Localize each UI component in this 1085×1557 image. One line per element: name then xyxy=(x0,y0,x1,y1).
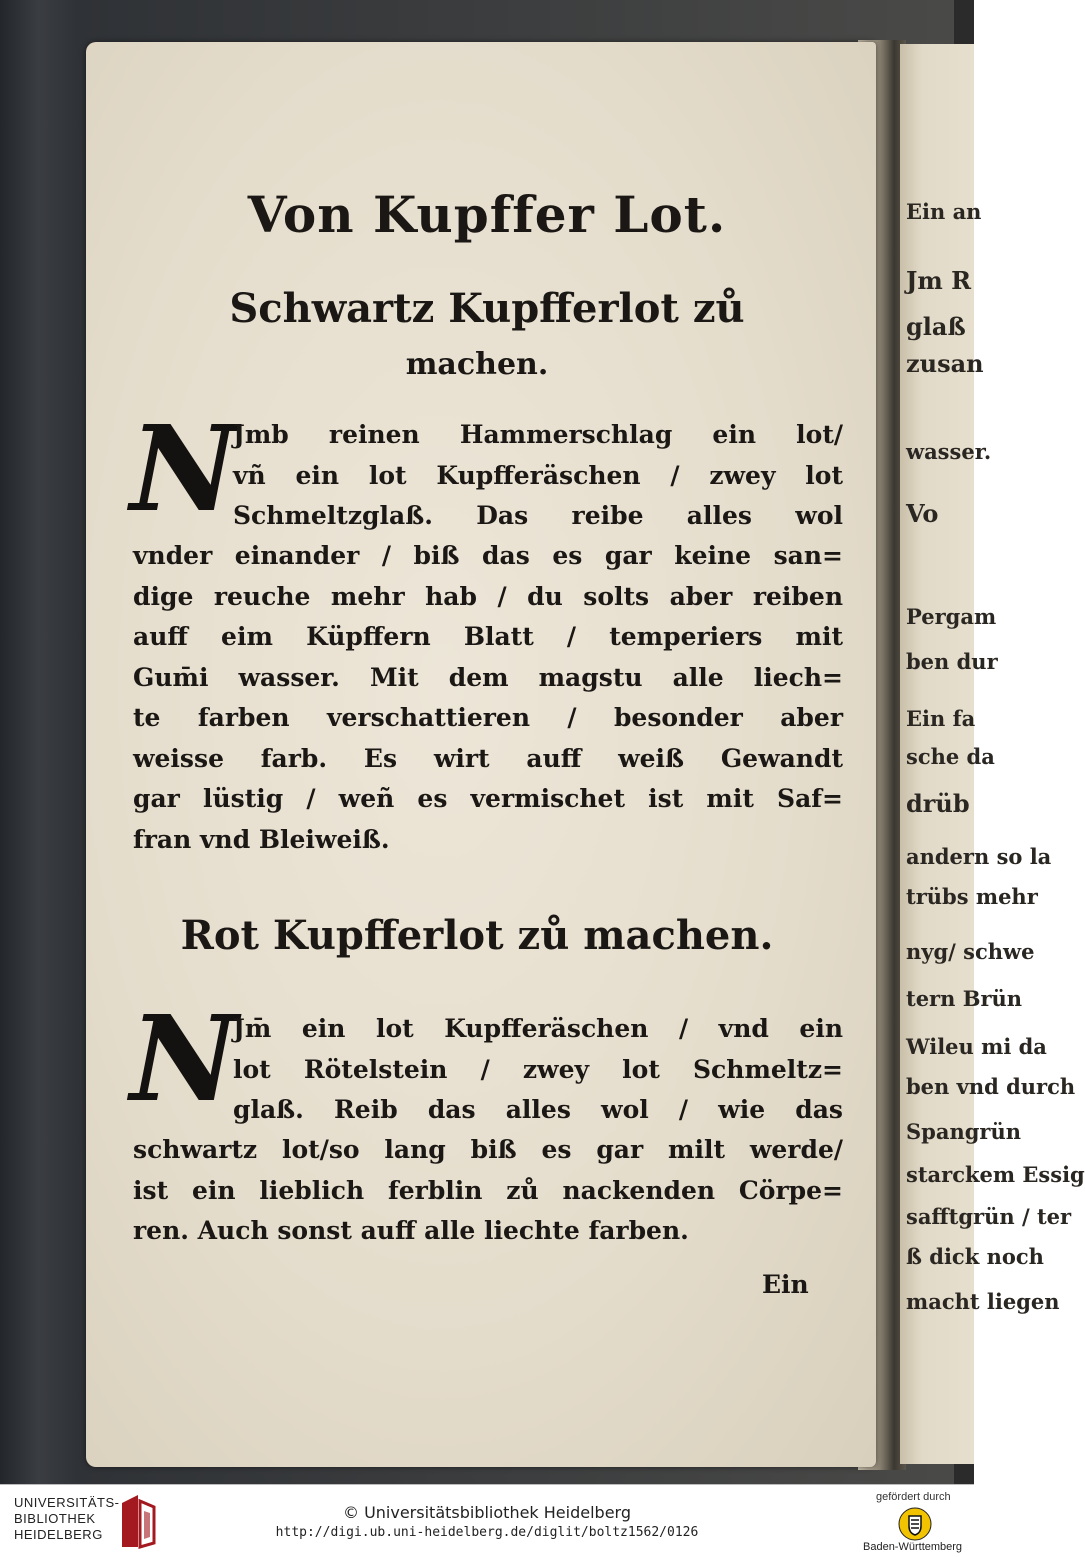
adjacent-page-fragment: ben dur xyxy=(906,649,998,674)
adjacent-page-fragment: wasser. xyxy=(906,439,992,464)
adjacent-page-fragment: Wileu mi da xyxy=(906,1034,1047,1059)
adjacent-page-fragment: Spangrün xyxy=(906,1119,1022,1144)
section-title-1: Schwartz Kupfferlot zů xyxy=(229,285,745,332)
text-line: ist ein lieblich ferblin zů nackenden Cörpe= xyxy=(133,1175,843,1205)
text-line: te farben verschattieren / besonder aber xyxy=(133,703,843,732)
text-line: fran vnd Bleiweiß. xyxy=(133,824,390,854)
text-line: lot Rötelstein / zwey lot Schmeltz= xyxy=(233,1054,843,1084)
adjacent-page-fragment: safftgrün / ter xyxy=(906,1204,1072,1229)
text-line: weisse farb. Es wirt auff weiß Gewandt xyxy=(133,743,843,773)
adjacent-page-fragment: ß dick noch xyxy=(906,1244,1044,1269)
adjacent-page-fragment: glaß xyxy=(906,312,966,341)
adjacent-page-fragment: Ein fa xyxy=(906,706,976,731)
drop-cap-2: N xyxy=(130,989,238,1128)
adjacent-page-fragment: macht liegen xyxy=(906,1289,1060,1314)
text-line: dige reuche mehr hab / du solts aber reiben xyxy=(133,581,843,611)
adjacent-page-fragment: tern Brün xyxy=(906,986,1023,1011)
adjacent-page-fragment: ben vnd durch xyxy=(906,1074,1076,1099)
drop-cap-1: N xyxy=(130,399,238,538)
text-line: Schmeltzglaß. Das reibe alles wol xyxy=(233,501,843,530)
adjacent-page-fragment: nyg/ schwe xyxy=(906,939,1035,964)
section-title-2: Rot Kupfferlot zů machen. xyxy=(180,912,774,959)
text-line: vnder einander / biß das es gar keine san= xyxy=(133,541,843,570)
adjacent-page-fragment: andern so la xyxy=(906,844,1052,869)
adjacent-page-fragment: zusan xyxy=(906,349,984,378)
paragraph-2-indented xyxy=(233,1009,843,1131)
text-line: Jmb reinen Hammerschlag ein lot/ xyxy=(233,420,843,449)
copyright-notice: © Universitätsbibliothek Heidelberg xyxy=(342,1503,631,1522)
adjacent-page xyxy=(900,44,1085,1464)
page-title: Von Kupffer Lot. xyxy=(247,185,727,244)
adjacent-page-fragment: starckem Essig xyxy=(906,1162,1085,1187)
state-seal-icon xyxy=(898,1507,932,1541)
adjacent-page-fragment: Jm R xyxy=(906,266,972,295)
text-line: gar lüstig / weñ es vermischet ist mit Saf= xyxy=(133,784,843,813)
text-line: Jm̄ ein lot Kupfferäschen / vnd ein xyxy=(233,1014,843,1043)
library-name-line: UNIVERSITÄTS- xyxy=(14,1495,120,1510)
footer-bar xyxy=(0,1484,974,1557)
permalink[interactable]: http://digi.ub.uni-heidelberg.de/diglit/boltz1562/0126 xyxy=(275,1525,699,1540)
text-line: ren. Auch sonst auff alle liechte farben. xyxy=(133,1216,689,1245)
catchword: Ein xyxy=(762,1270,809,1299)
adjacent-page-fragment: trübs mehr xyxy=(906,884,1038,909)
text-line: glaß. Reib das alles wol / wie das xyxy=(233,1095,843,1124)
library-name-line: BIBLIOTHEK xyxy=(14,1511,96,1526)
adjacent-page-fragment: Vo xyxy=(906,499,939,528)
adjacent-page-fragment: drüb xyxy=(906,789,970,818)
paragraph-1-body xyxy=(133,536,843,860)
funded-by-label: gefördert durch xyxy=(876,1491,951,1503)
adjacent-page-fragment: Pergam xyxy=(906,604,997,629)
state-name: Baden-Württemberg xyxy=(863,1541,963,1553)
text-line: auff eim Küpffern Blatt / temperiers mit xyxy=(133,622,843,651)
library-name-line: HEIDELBERG xyxy=(14,1527,103,1542)
text-line: vñ ein lot Kupfferäschen / zwey lot xyxy=(233,460,843,490)
text-line: Gum̄i wasser. Mit dem magstu alle liech= xyxy=(133,662,843,692)
paragraph-1-indented xyxy=(233,415,843,537)
adjacent-page-fragment: sche da xyxy=(906,744,995,769)
section-title-1-cont: machen. xyxy=(405,347,549,382)
paragraph-2-body xyxy=(133,1130,843,1252)
text-line: schwartz lot/so lang biß es gar milt werde/ xyxy=(133,1135,843,1164)
adjacent-page-fragment: Ein an xyxy=(906,199,982,224)
